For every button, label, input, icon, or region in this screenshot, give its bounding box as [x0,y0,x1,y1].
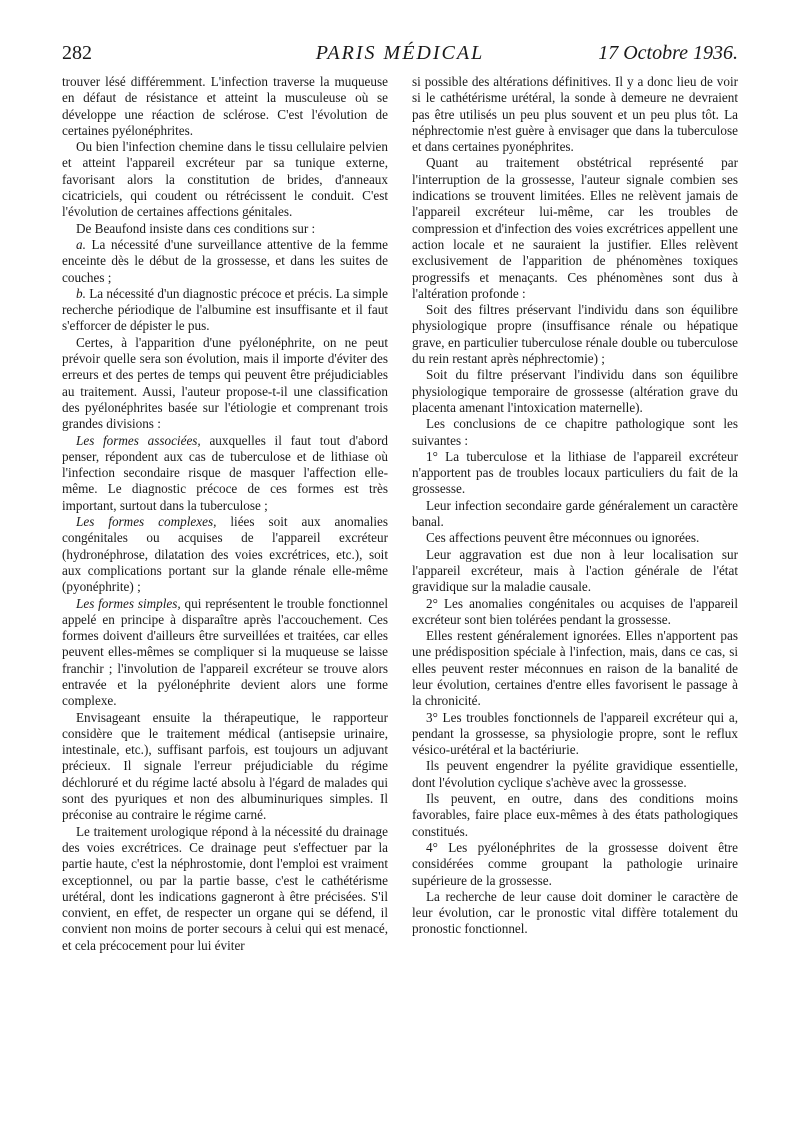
paragraph: si possible des altérations définitives. Il y a donc lieu de voir si le cathétérisme urétéral, la sonde à demeure ne devraient pas être utilisés un peu plus souvent et un peu plus tôt. La néphrectomie n'est guère à envisager que dans la tuberculose et dans certaines pyonéphrites. [412,74,738,155]
paragraph: trouver lésé différemment. L'infection traverse la muqueuse en défaut de résistance et atteint la musculeuse où se développe une réaction de sclérose. C'est l'évolution de certaines pyélonéphrites. [62,74,388,138]
paragraph: Les formes complexes, liées soit aux anomalies congénitales ou acquises de l'appareil excréteur (hydronéphrose, dilatation des voies excrétrices, etc.), soit aux complications portant sur la glande rénale elle-même (pyonéphrite) ; [62,514,389,595]
text-columns [62,74,738,1074]
paragraph: Ils peuvent engendrer la pyélite gravidique essentielle, dont l'évolution cyclique s'achève avec la grossesse. [412,758,738,790]
paragraph: Ces affections peuvent être méconnues ou ignorées. [426,530,700,546]
paragraph: Quant au traitement obstétrical représenté par l'interruption de la grossesse, l'auteur signale combien ses indications se trouvent limitées. Elles ne relèvent jamais de l'appareil excréteur lui-même, car les troubles de compression et d'infection des voies excrétrices appellent une action locale et ne sauraient la justifier. Elles relèvent exclusivement de l'apparition de phénomènes toxiques progressifs et menaçants. Ces phénomènes sont dus à l'altération profonde : [412,155,738,301]
paragraph: Envisageant ensuite la thérapeutique, le rapporteur considère que le traitement médical (antisepsie urinaire, intestinale, etc.), suffisant parfois, est toujours un adjuvant précieux. Il signale l'erreur préjudiciable du régime déchloruré et du régime lacté absolu à l'égard de malades qui sont des pyuriques et non des albuminuriques simples. Il préconise au contraire le régime carné. [62,709,388,823]
paragraph: Les formes associées, auxquelles il faut tout d'abord penser, répondent aux cas de tuberculose et de lithiase où l'infection secondaire risque de masquer l'affection elle-même. Le diagnostic précoce de ces formes est très important, surtout dans la tuberculose ; [62,432,388,513]
paragraph: 1° La tuberculose et la lithiase de l'appareil excréteur n'apportent pas de troubles locaux particuliers du fait de la grossesse. [412,448,738,497]
paragraph: Le traitement urologique répond à la nécessité du drainage des voies excrétrices. Ce drainage peut s'effectuer par la partie haute, c'est la néphrostomie, dont l'emploi est vraiment exceptionnel, ou par la partie basse, c'est le cathétérisme urétéral, dont les indications gagneront à être précisées. S'il convient, en effet, de respecter un organe qui se défend, il convient non moins de porter secours à celui qui est menacé, et cela précocement pour lui éviter [62,823,388,953]
paragraph: De Beaufond insiste dans ces conditions sur : [76,220,316,236]
paragraph: Ou bien l'infection chemine dans le tissu cellulaire pelvien et atteint l'appareil excréteur par sa tunique externe, favorisant alors la constitution de brides, d'anneaux cicatriciels, qui coudent ou rétrécissent le conduit. C'est l'évolution de certaines affections génitales. [62,139,388,220]
right-column [412,74,738,1074]
paragraph: Leur infection secondaire garde généralement un caractère banal. [412,497,738,530]
paragraph: 3° Les troubles fonctionnels de l'appareil excréteur qui a, pendant la grossesse, sa physiologie propre, sont le reflux vésico-urétéral et la bactériurie. [412,709,738,758]
list-item: a. La nécessité d'une surveillance attentive de la femme enceinte dès le début de la grossesse, et dans les suites de couches ; [62,236,388,285]
paragraph: 4° Les pyélonéphrites de la grossesse doivent être considérées comme groupant la pathologie urinaire supérieure de la grossesse. [412,839,738,888]
paragraph: La recherche de leur cause doit dominer le caractère de leur évolution, car le pronostic vital diffère totalement du pronostic fonctionnel. [412,888,738,937]
page-number: 282 [62,42,92,64]
list-item: b. La nécessité d'un diagnostic précoce et précis. La simple recherche périodique de l'albumine est insuffisante et il faut s'efforcer de dépister le pus. [62,285,388,334]
left-column [62,74,388,1074]
journal-title: PARIS MÉDICAL [315,42,485,64]
issue-date: 17 Octobre 1936. [598,42,738,64]
paragraph: Certes, à l'apparition d'une pyélonéphrite, on ne peut prévoir quelle sera son évolution, mais il importe d'éviter des erreurs et des pertes de temps qui peuvent être préjudiciables au traitement. Aussi, l'auteur propose-t-il une classification des pyélonéphrites basée sur l'étiologie et comprenant trois grandes divisions : [62,334,388,432]
paragraph: Soit du filtre préservant l'individu dans son équilibre physiologique temporaire de grossesse (altération grave du placenta amenant l'intoxication maternelle). [412,367,738,415]
paragraph: Les formes simples, qui représentent le trouble fonctionnel appelé en principe à disparaître après l'accouchement. Ces formes doivent d'ailleurs être surveillées et traitées, car elles peuvent elles-mêmes se compliquer si la muqueuse se laisse franchir ; l'involution de l'appareil excréteur se trouve alors entravée et la pyélonéphrite devient alors une forme complexe. [62,595,389,709]
paragraph: Ils peuvent, en outre, dans des conditions moins favorables, faire place eux-mêmes à des états pathologiques constitués. [412,791,738,839]
paragraph: Les conclusions de ce chapitre pathologique sont les suivantes : [412,416,738,448]
paragraph: Leur aggravation est due non à leur localisation sur l'appareil excréteur, mais à l'action générale de l'état gravidique sur la maladie causale. [412,546,738,595]
paragraph: Soit des filtres préservant l'individu dans son équilibre physiologique propre (insuffisance rénale ou hépatique grave, en particulier tuberculose rénale double ou tuberculose du rein restant après néphrectomie) ; [412,302,738,367]
paragraph: Elles restent généralement ignorées. Elles n'apportent pas une prédisposition spéciale à l'infection, mais, dans ce cas, si elles peuvent rester méconnues en raison de la banalité de leur évolution, certaines d'entre elles favorisent le passage à la chronicité. [412,628,738,709]
paragraph: 2° Les anomalies congénitales ou acquises de l'appareil excréteur sont bien tolérées pendant la grossesse. [412,595,738,627]
page-header [62,40,738,70]
